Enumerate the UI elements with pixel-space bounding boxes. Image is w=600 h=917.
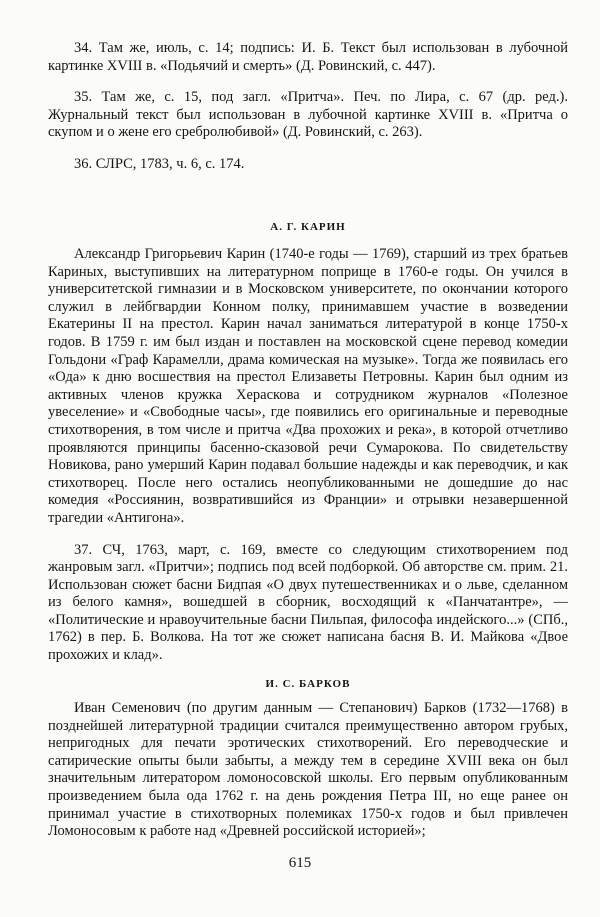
note-36: 36. СЛРС, 1783, ч. 6, с. 174. [74,155,245,172]
notes-top [48,40,568,174]
barkov-section [48,700,568,841]
barkov-bio: Иван Семенович (по другим данным — Степанович) Барков (1732—1768) в позднейшей литературной традиции считался преимущественно автором грубых, непригодных для печати эротических стихотворений. Его переводческие и сатирические опыты были забыты, а между тем в середине XVIII века он был значительным литератором ломоносовской школы. Его первым опубликованным произведением была ода 1762 г. на день рождения Петра III, но еще ранее он принимал участие в стихотворных полемиках 1750-х годов и был привлечен Ломоносовым к работе над «Древней российской историей»; [48,700,568,840]
section-heading-barkov: И. С. БАРКОВ [265,678,351,690]
note-35: 35. Там же, с. 15, под загл. «Притча». Печ. по Лира, с. 67 (др. ред.). Журнальный текст был использован в лубочной картинке XVIII в. «Притча о скупом и о жене его сребролюбивой» (Д. Ровинский, с. 263). [48,89,568,141]
karin-section [48,246,568,665]
note-37: 37. СЧ, 1763, март, с. 169, вместе со следующим стихотворением под жанровым загл. «Притчи»; подпись под всей подборкой. Об авторстве см. прим. 21. Использован сюжет басни Бидпая «О двух путешественниках и о льве, сделанном из белого камня», вошедшей в сборник, восходящий к «Панчатантре», — «Политические и нравоучительные басни Пильпая, философа индейского...» (СПб., 1762) в пер. Б. Волкова. На тот же сюжет написана басня В. И. Майкова «Двое прохожих и клад». [48,541,568,664]
page-number: 615 [288,855,312,871]
section-heading-karin: А. Г. КАРИН [270,221,346,233]
karin-bio: Александр Григорьевич Карин (1740-е годы — 1769), старший из трех братьев Кариных, выступивших на литературном поприще в 1760-е годы. Он учился в университетской гимназии и в Московском университете, по окончании которого служил в лейбгвардии Конном полку, принимавшем участие в возведении Екатерины II на престол. Карин начал заниматься литературой в конце 1750-х годов. В 1759 г. им был издан и поставлен на московской сцене перевод комедии Гольдони «Граф Карамелли, драма комическая на музыке». Тогда же появилась его «Ода» к дню восшествия на престол Елизаветы Петровны. Карин был одним из активных членов кружка Хераскова и сотрудником журналов «Полезное увеселение» и «Свободные часы», где появились его оригинальные и переводные стихотворения, в том числе и притча «Два прохожих и река», в которой отчетливо проявляются принципы басенно-сказовой речи Сумарокова. По свидетельству Новикова, рано умерший Карин подавал большие надежды и как переводчик, и как стихотворец. После него остались неопубликованными не дошедшие до нас комедия «Россиянин, возвратившийся из Франции» и отрывки незавершенной трагедии «Антигона». [48,246,568,526]
note-34: 34. Там же, июль, с. 14; подпись: И. Б. Текст был использован в лубочной картинке XVIII в. «Подьячий и смерть» (Д. Ровинский, с. 447). [48,40,568,74]
